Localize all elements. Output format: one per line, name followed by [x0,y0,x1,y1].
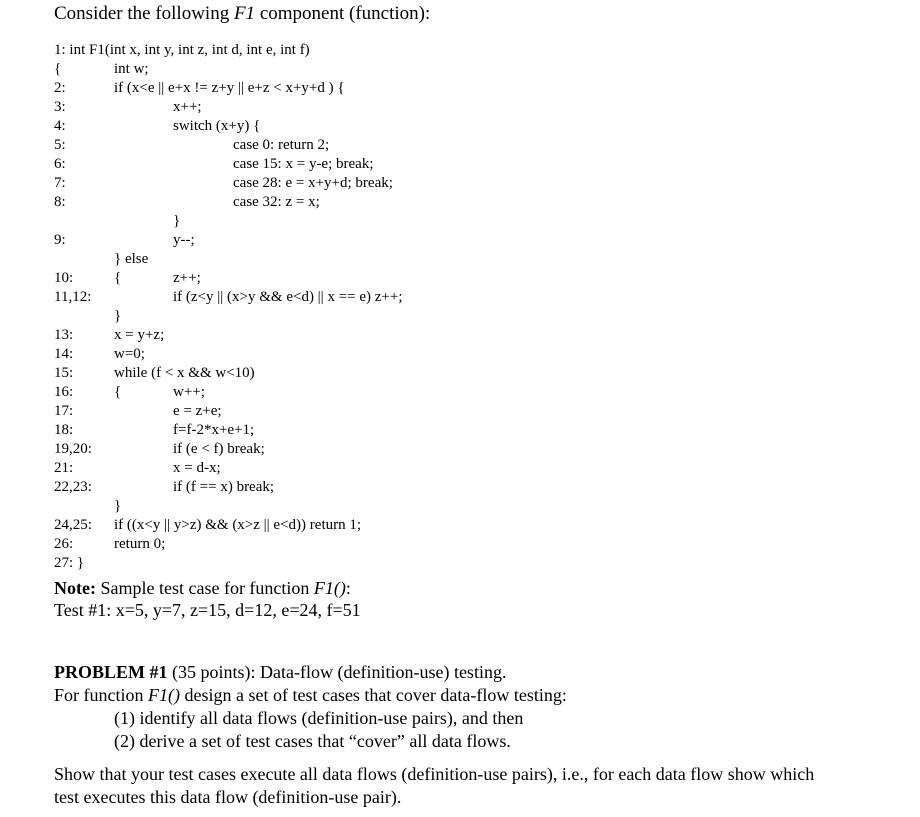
code-line-number: 15: [54,365,74,381]
code-line-number: 9: [54,232,66,248]
code-line-number: 8: [54,194,66,210]
code-signature: 1: int F1(int x, int y, int z, int d, int e, int f) [54,42,310,58]
code-statement: if (z<y || (x>y && e<d) || x == e) z++; [173,289,403,305]
code-statement: } [114,308,122,324]
problem-instruction-2: test executes this data flow (definition-use pair). [54,787,402,807]
code-statement: case 28: e = x+y+d; break; [233,175,393,191]
code-statement: x = y+z; [114,327,165,343]
code-line-number: 13: [54,327,74,343]
code-statement: return 0; [114,536,166,552]
code-line-number: 6: [54,156,66,172]
code-line-number: 11,12: [54,289,92,305]
code-line-number: 26: [54,536,74,552]
code-line-number: 19,20: [54,441,92,457]
heading-text-suffix: component (function): [255,3,431,24]
code-statement: x = d-x; [173,460,221,476]
heading-function-name: F1 [233,3,256,24]
problem-step-1: (1) identify all data flows (definition-use pairs), and then [114,708,524,728]
code-line-number: 21: [54,460,74,476]
note-line [54,578,351,599]
problem-label: PROBLEM #1 [54,662,168,682]
code-statement: int w; [114,61,149,77]
code-line-number: 18: [54,422,74,438]
code-statement: { [114,384,122,400]
code-statement: w=0; [114,346,145,362]
note-text-suffix: : [345,578,351,598]
problem-title [54,662,506,683]
code-line-number: 10: [54,270,74,286]
note-function-name: F1() [313,578,346,598]
code-statement: if (f == x) break; [173,479,275,495]
problem-line-text-suffix: design a set of test cases that cover data-flow testing: [179,685,567,705]
code-statement: x++; [173,99,202,115]
code-statement: while (f < x && w<10) [114,365,255,381]
code-line-number: 24,25: [54,517,92,533]
code-statement: e = z+e; [173,403,222,419]
problem-line-text: For function [54,685,148,705]
heading-text: Consider the following [54,3,234,24]
code-line-number: 4: [54,118,66,134]
code-statement: if (x<e || e+x != z+y || e+z < x+y+d ) { [114,80,345,96]
note-text: Sample test case for function [95,578,314,598]
code-line-number: 3: [54,99,66,115]
problem-title-text: (35 points): Data-flow (definition-use) testing. [167,662,507,682]
code-statement: case 32: z = x; [233,194,320,210]
code-line-number: 27: } [54,555,85,571]
code-statement: f=f-2*x+e+1; [173,422,255,438]
code-statement: case 0: return 2; [233,137,330,153]
code-line-number: 7: [54,175,66,191]
problem-instruction-1: Show that your test cases execute all data flows (definition-use pairs), i.e., for each data flow show which [54,764,815,784]
code-statement: } [114,498,122,514]
code-line-number: 5: [54,137,66,153]
code-statement: y--; [173,232,195,248]
code-line-number: 22,23: [54,479,92,495]
problem-function-name: F1() [148,685,180,705]
code-statement: } else [114,251,149,267]
code-line-number: 16: [54,384,74,400]
code-line-number: 17: [54,403,74,419]
code-statement: if (e < f) break; [173,441,265,457]
code-statement: z++; [173,270,201,286]
heading [54,3,430,25]
code-line-number: 2: [54,80,66,96]
code-statement: w++; [173,384,205,400]
code-statement: } [173,213,181,229]
code-line-number: 14: [54,346,74,362]
code-statement: switch (x+y) { [173,118,261,134]
problem-step-2: (2) derive a set of test cases that “cover” all data flows. [114,731,511,751]
problem-line [54,685,567,706]
code-statement: case 15: x = y-e; break; [233,156,374,172]
code-statement: if ((x<y || y>z) && (x>z || e<d)) return 1; [114,517,362,533]
code-line-number: { [54,61,62,77]
note-label: Note: [54,578,96,598]
code-statement: { [114,270,122,286]
test-case-line: Test #1: x=5, y=7, z=15, d=12, e=24, f=51 [54,600,361,620]
